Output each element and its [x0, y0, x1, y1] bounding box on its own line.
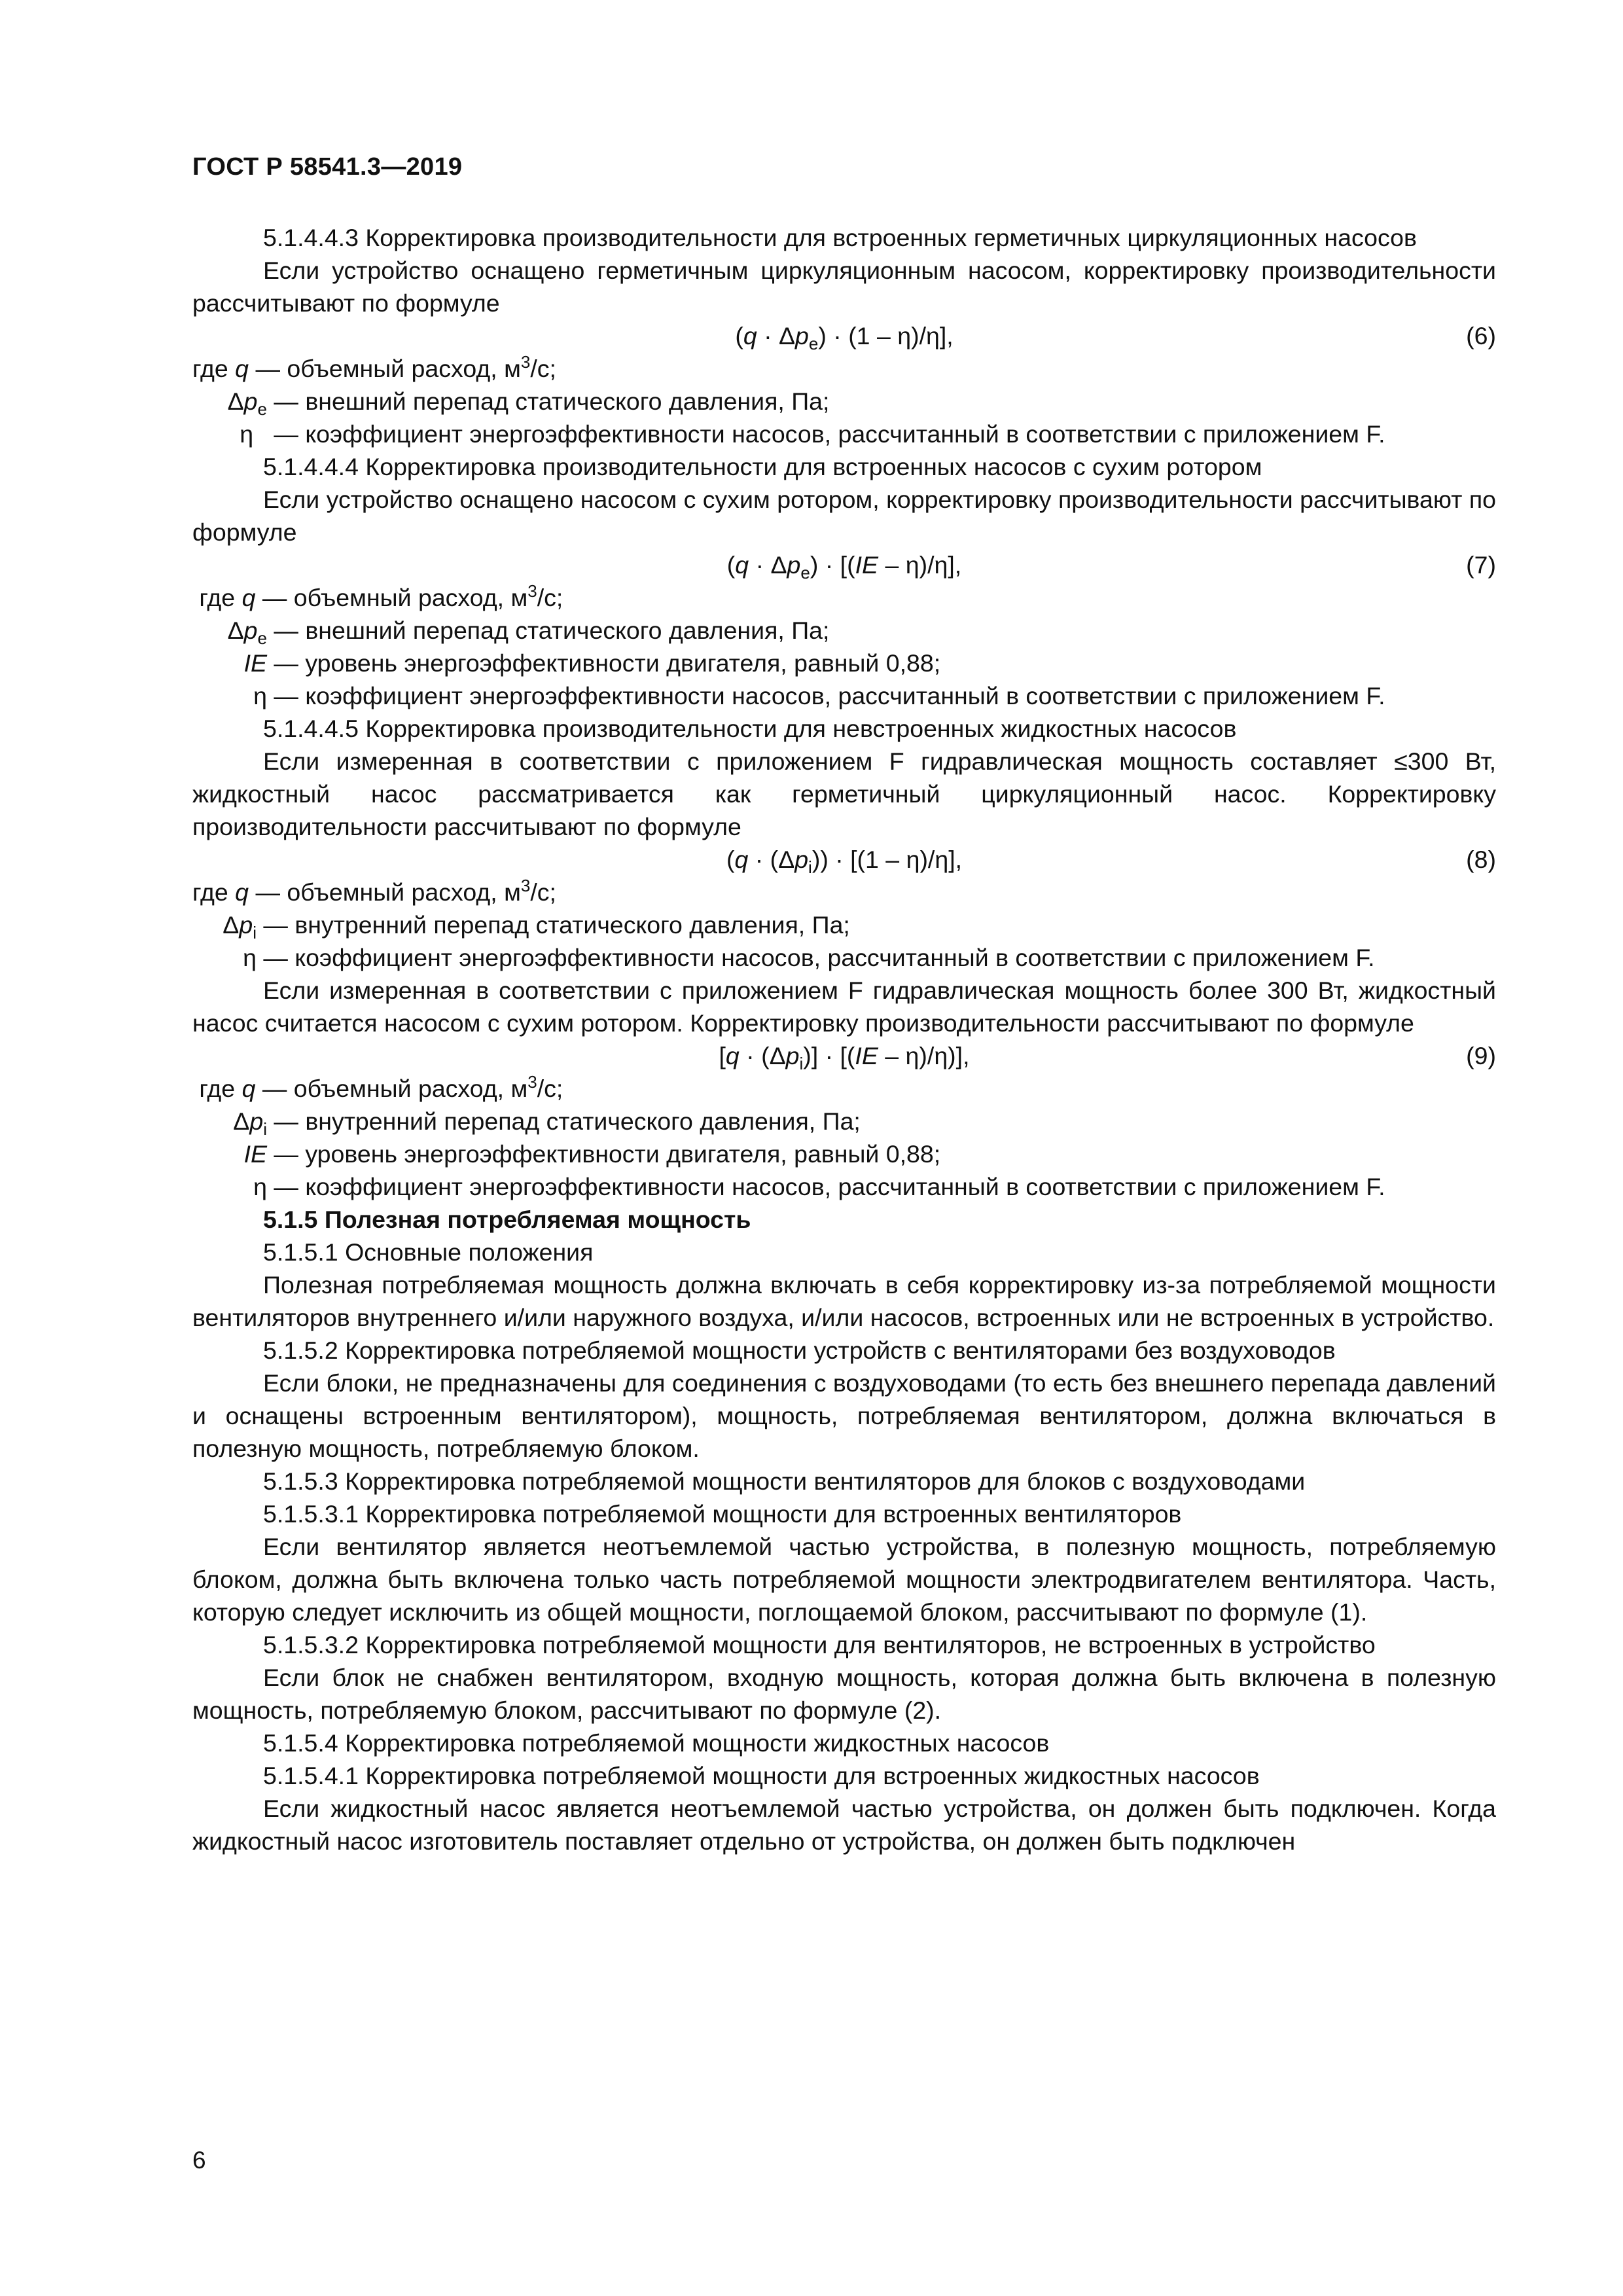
formula-number: (8)	[1466, 846, 1496, 873]
paragraph: Если жидкостный насос является неотъемлемой частью устройства, он должен быть подключен. Когда жидкостный насос изготовитель поставляет отдельно от устройства, он должен быть подключен	[192, 1795, 1496, 1855]
formula-expression: $(q \cdot \Delta p_e) \cdot [(IE - \eta)/\eta]$,	[726, 551, 962, 583]
formula-expression: $[q \cdot (\Delta p_i)] \cdot [(IE - \eta)/\eta)$],	[719, 1042, 970, 1073]
section-heading-5-1-5-4: 5.1.5.4 Корректировка потребляемой мощности жидкостных насосов	[263, 1729, 1050, 1757]
paragraph: Если устройство оснащено насосом с сухим ротором, корректировку производительности рассчитывают по формуле	[192, 486, 1496, 546]
formula-number: (9)	[1466, 1042, 1496, 1069]
legend-item-q: где q — объемный расход, $м^3/с$;	[199, 1072, 563, 1102]
section-heading-5-1-5-2: 5.1.5.2 Корректировка потребляемой мощности устройств с вентиляторами без воздуховодов	[263, 1336, 1336, 1364]
legend-item-eta: η — коэффициент энергоэффективности насосов, рассчитанный в соответствии с приложением F.	[240, 420, 1385, 448]
formula-6	[192, 319, 1496, 352]
legend-item-ie: IE — уровень энергоэффективности двигателя, равный 0,88;	[243, 649, 941, 677]
paragraph: Если измеренная в соответствии с приложением F гидравлическая мощность составляет ≤300 Вт, жидкостный насос рассматривается как герметичный циркуляционный насос. Корректировку производительности рассчитывают по формуле	[192, 747, 1496, 840]
formula-9	[192, 1039, 1496, 1072]
formula-number: (7)	[1466, 551, 1496, 579]
section-heading-5-1-5-3-1: 5.1.5.3.1 Корректировка потребляемой мощности для встроенных вентиляторов	[263, 1500, 1182, 1528]
legend-item-dp: $\Delta p_i$ — внутренний перепад статического давления, Па;	[223, 911, 850, 942]
section-heading-5-1-5-3: 5.1.5.3 Корректировка потребляемой мощности вентиляторов для блоков с воздуховодами	[263, 1467, 1306, 1495]
legend-item-dp: $\Delta p_e$ — внешний перепад статического давления, Па;	[227, 387, 830, 419]
paragraph: Полезная потребляемая мощность должна включать в себя корректировку из-за потребляемой мощности вентиляторов внутреннего и/или наружного воздуха, и/или насосов, встроенных или не встроенных в устройство.	[192, 1271, 1496, 1331]
paragraph: Если блоки, не предназначены для соединения с воздуховодами (то есть без внешнего перепада давлений и оснащены встроенным вентилятором), мощность, потребляемая вентилятором, должна включаться в полезную мощность, потребляемую блоком.	[192, 1369, 1496, 1462]
legend-item-q: где q — объемный расход, $м^3/с$;	[192, 352, 556, 382]
legend-item-dp: $\Delta p_i$ — внутренний перепад статического давления, Па;	[233, 1107, 861, 1139]
legend-item-q: где q — объемный расход, $м^3/с$;	[199, 581, 563, 611]
paragraph: Если измеренная в соответствии с приложением F гидравлическая мощность более 300 Вт, жидкостный насос считается насосом с сухим ротором. Корректировку производительности рассчитывают по формуле	[192, 977, 1496, 1037]
section-heading-5-1-5-4-1: 5.1.5.4.1 Корректировка потребляемой мощности для встроенных жидкостных насосов	[263, 1762, 1260, 1789]
section-heading-5-1-4-4-3: 5.1.4.4.3 Корректировка производительности для встроенных герметичных циркуляционных насосов	[263, 224, 1417, 251]
paragraph: Если устройство оснащено герметичным циркуляционным насосом, корректировку производительности рассчитывают по формуле	[192, 257, 1496, 317]
document-body	[192, 221, 1496, 1857]
page-number: 6	[192, 2147, 206, 2174]
legend-item-eta: η — коэффициент энергоэффективности насосов, рассчитанный в соответствии с приложением F.	[243, 944, 1375, 971]
legend-item-ie: IE — уровень энергоэффективности двигателя, равный 0,88;	[243, 1140, 941, 1168]
legend-item-eta: η — коэффициент энергоэффективности насосов, рассчитанный в соответствии с приложением F.	[253, 682, 1385, 709]
paragraph: Если вентилятор является неотъемлемой частью устройства, в полезную мощность, потребляемую блоком, должна быть включена только часть потребляемой мощности электродвигателем вентилятора. Часть, которую следует исключить из общей мощности, поглощаемой блоком, рассчитывают по формуле (1).	[192, 1533, 1496, 1626]
formula-number: (6)	[1466, 322, 1496, 350]
paragraph: Если блок не снабжен вентилятором, входную мощность, которая должна быть включена в полезную мощность, потребляемую блоком, рассчитывают по формуле (2).	[192, 1664, 1496, 1724]
formula-expression: $(q \cdot \Delta p_e) \cdot (1 - \eta)/\eta$],	[735, 322, 954, 353]
legend-item-q: где q — объемный расход, $м^3/с$;	[192, 876, 556, 906]
legend-item-eta: η — коэффициент энергоэффективности насосов, рассчитанный в соответствии с приложением F.	[253, 1173, 1385, 1200]
document-header: ГОСТ Р 58541.3—2019	[192, 153, 463, 181]
section-heading-5-1-5: 5.1.5 Полезная потребляемая мощность	[263, 1206, 751, 1233]
section-heading-5-1-5-3-2: 5.1.5.3.2 Корректировка потребляемой мощности для вентиляторов, не встроенных в устройство	[263, 1631, 1376, 1659]
legend-item-dp: $\Delta p_e$ — внешний перепад статического давления, Па;	[227, 617, 830, 648]
formula-expression: $(q \cdot (\Delta p_i)) \cdot [(1 - \eta)/\eta]$,	[726, 846, 963, 877]
formula-8	[192, 843, 1496, 876]
formula-7	[192, 548, 1496, 581]
section-heading-5-1-4-4-5: 5.1.4.4.5 Корректировка производительности для невстроенных жидкостных насосов	[263, 715, 1237, 742]
section-heading-5-1-5-1: 5.1.5.1 Основные положения	[263, 1238, 594, 1266]
section-heading-5-1-4-4-4: 5.1.4.4.4 Корректировка производительности для встроенных насосов с сухим ротором	[263, 453, 1262, 480]
